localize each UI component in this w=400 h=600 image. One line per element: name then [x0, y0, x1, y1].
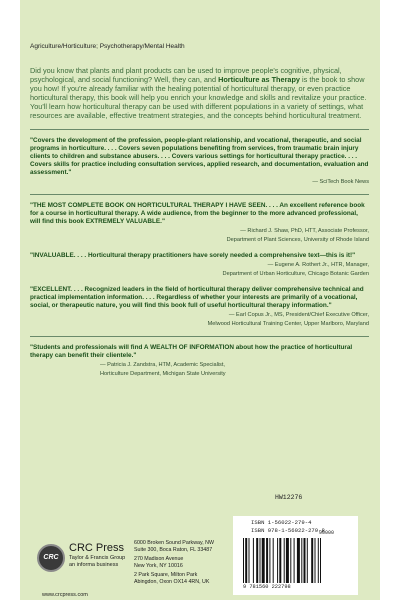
back-cover — [20, 0, 380, 600]
address-line: New York, NY 10016 — [134, 562, 183, 569]
barcode-panel — [233, 516, 358, 595]
review-attribution: — Earl Copus Jr., MS, President/Chief Executive Officer, — [228, 312, 369, 318]
review-4 — [30, 286, 369, 328]
divider — [30, 194, 369, 195]
category-line: Agriculture/Horticulture; Psychotherapy/Mental Health — [30, 43, 185, 50]
review-3 — [30, 252, 369, 278]
divider — [30, 129, 369, 130]
address-line: Suite 300, Boca Raton, FL 33487 — [134, 546, 213, 553]
divider — [30, 336, 369, 337]
publisher-group: Taylor & Francis Group — [69, 555, 126, 561]
isbn-13: ISBN 978-1-56022-279-8 — [251, 527, 325, 534]
review-5 — [30, 344, 369, 378]
review-quote: "THE MOST COMPLETE BOOK ON HORTICULTURAL THERAPY I HAVE SEEN. . . . An excellent reference book for a course in horticultural therapy. A wide audience, from the beginner to the more advanced professional, will find this book EXTREMELY VALUABLE." — [30, 202, 365, 225]
barcode-number: 9 781560 222798 — [243, 584, 291, 590]
review-affiliation: Department of Plant Sciences, University of Rhode Island — [226, 237, 369, 243]
review-attribution: — Eugene A. Rothert Jr., HTR, Manager, — [267, 262, 369, 268]
review-attribution: — Patricia J. Zandstra, HTM, Academic Specialist, — [100, 362, 225, 368]
isbn-10: ISBN 1-56022-279-4 — [251, 519, 312, 526]
book-title: Horticulture as Therapy — [218, 75, 300, 84]
publisher-logo — [37, 542, 132, 582]
publisher-name: CRC Press — [69, 542, 125, 554]
review-quote: "Covers the development of the profession, people-plant relationship, and vocational, therapeutic, and social programs in horticulture. . . . Covers seven populations benefiting from services, from traumatic brain injury clients to children and substance abusers. . . . Covers various settings for horticultural therapy practice. . . . Covers skills for practice including consultation services, applied research, and documentation, evaluation and assessment." — [30, 137, 369, 176]
barcode-icon — [243, 538, 351, 583]
review-attribution: — SciTech Book News — [312, 179, 369, 185]
address-line: 270 Madison Avenue — [134, 556, 184, 563]
review-affiliation: Horticulture Department, Michigan State University — [100, 371, 226, 377]
address-line: Abingdon, Oxon OX14 4RN, UK — [134, 578, 210, 585]
intro-paragraph — [30, 66, 369, 120]
price-code: 90000 — [319, 530, 335, 536]
publisher-tagline: an informa business — [69, 562, 119, 568]
crc-logo-icon: CRC — [37, 544, 65, 572]
review-attribution: — Richard J. Shaw, PhD, HTT, Associate Professor, — [240, 228, 369, 234]
review-quote: "Students and professionals will find A WEALTH OF INFORMATION about how the practice of horticultural therapy can benefit their clientele." — [30, 344, 353, 359]
address-line: 2 Park Square, Milton Park — [134, 572, 198, 579]
review-quote: "INVALUABLE. . . . Horticultural therapy practitioners have sorely needed a comprehensive text—this is it!" — [30, 252, 356, 259]
review-quote: "EXCELLENT. . . . Recognized leaders in the field of horticultural therapy deliver comprehensive technical and practical implementation information. . . . Regardless of whether your interests are primarily of a vocational, social, or therapeutic nature, you will find this book full of useful horticultural therapy information." — [30, 286, 364, 309]
review-1 — [30, 137, 369, 186]
publisher-website: www.crcpress.com — [42, 592, 88, 598]
publisher-addresses — [134, 540, 234, 586]
review-2 — [30, 202, 369, 244]
review-affiliation: Melwood Horticultural Training Center, Upper Marlboro, Maryland — [207, 321, 369, 327]
address-line: 6000 Broken Sound Parkway, NW — [134, 540, 214, 546]
cover-footer — [20, 468, 380, 600]
intro-text-1: Did you know that plants and plant products can be used to improve people's cognitive, physical, psychological, and social functioning? Well, they can, and — [30, 66, 342, 84]
intro-text-2: is the book to show you how! If you're already familiar with the healing potential of horticultural therapy, or even practice horticultural therapy, this book will help you enrich your knowledge and skills and revitalize your practice. You'll learn how horticultural therapy can be used with different populations in a variety of settings, what resources are available, effective treatment strategies, and the concepts behind horticultural treatment. — [30, 75, 367, 120]
review-affiliation: Department of Urban Horticulture, Chicago Botanic Garden — [222, 271, 369, 277]
product-code: HW12276 — [275, 494, 303, 501]
